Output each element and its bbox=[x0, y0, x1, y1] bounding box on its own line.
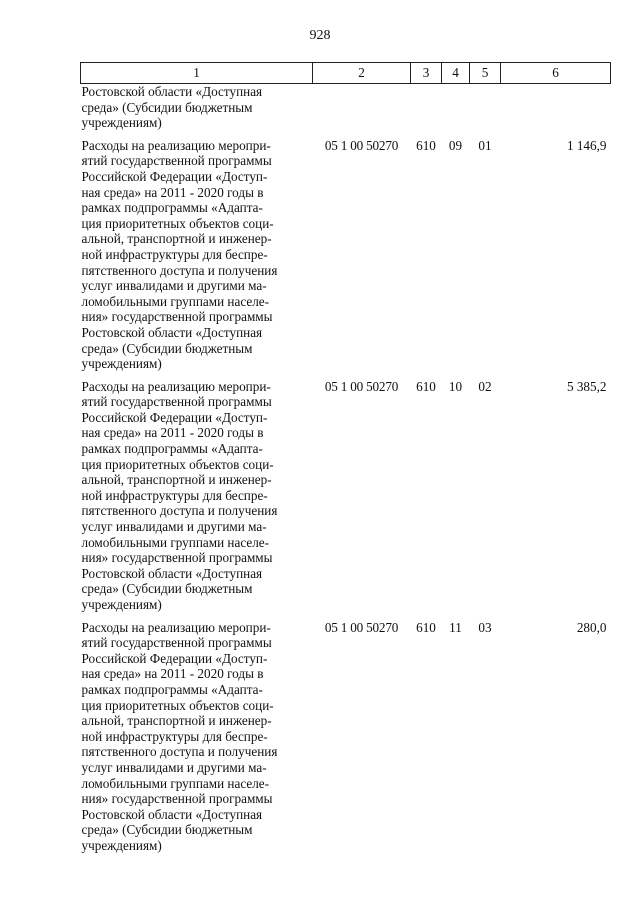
description-line: ломобильными группами населе- bbox=[81, 293, 270, 309]
description-line: ная среда» на 2011 - 2020 годы в bbox=[81, 666, 264, 682]
column-header-1: 1 bbox=[81, 63, 313, 84]
amount-value: 280,0 bbox=[576, 619, 607, 635]
description-line: альной, транспортной и инженер- bbox=[81, 472, 272, 488]
section-code bbox=[442, 84, 470, 131]
row-spacer bbox=[81, 372, 611, 379]
target-article-code bbox=[313, 84, 411, 131]
description-line: рамках подпрограммы «Адапта- bbox=[81, 681, 263, 697]
table-row bbox=[81, 620, 611, 854]
description-line: ния» государственной программы bbox=[81, 550, 273, 566]
description-line: альной, транспортной и инженер- bbox=[81, 231, 272, 247]
description-line: ния» государственной программы bbox=[81, 309, 273, 325]
description-line: пятственного доступа и получения bbox=[81, 503, 278, 519]
subsection-code: 02 bbox=[478, 378, 492, 394]
amount-value: 5 385,2 bbox=[566, 378, 607, 394]
description-line: учреждениям) bbox=[81, 356, 162, 372]
description-line: ция приоритетных объектов соци- bbox=[81, 215, 274, 231]
description-line: учреждениям) bbox=[81, 837, 162, 853]
description-line: ная среда» на 2011 - 2020 годы в bbox=[81, 184, 264, 200]
description-line: рамках подпрограммы «Адапта- bbox=[81, 441, 263, 457]
row-description bbox=[81, 379, 313, 613]
description-line: рамках подпрограммы «Адапта- bbox=[81, 200, 263, 216]
row-description bbox=[81, 138, 313, 372]
row-spacer-cell bbox=[81, 613, 611, 620]
description-line: среда» (Субсидии бюджетным bbox=[81, 340, 253, 356]
row-spacer bbox=[81, 613, 611, 620]
description-line: среда» (Субсидии бюджетным bbox=[81, 581, 253, 597]
table-row bbox=[81, 84, 611, 131]
column-header-2: 2 bbox=[313, 63, 411, 84]
section-code: 11 bbox=[449, 619, 462, 635]
description-line: учреждениям) bbox=[81, 597, 162, 612]
subsection-code: 01 bbox=[478, 137, 492, 153]
description-line: услуг инвалидами и другими ма- bbox=[81, 278, 267, 294]
description-line: среда» (Субсидии бюджетным bbox=[81, 822, 253, 838]
row-spacer bbox=[81, 131, 611, 138]
description-line: ция приоритетных объектов соци- bbox=[81, 697, 274, 713]
description-line: ятий государственной программы bbox=[81, 635, 272, 651]
description-line: учреждениям) bbox=[81, 115, 162, 131]
description-line: Российской Федерации «Доступ- bbox=[81, 409, 268, 425]
row-spacer-cell bbox=[81, 131, 611, 138]
target-article-code: 05 1 00 50270 bbox=[324, 378, 399, 394]
description-line: Расходы на реализацию меропри- bbox=[81, 137, 271, 153]
description-line: Российской Федерации «Доступ- bbox=[81, 168, 268, 184]
description-line: ломобильными группами населе- bbox=[81, 775, 270, 791]
description-line: Российской Федерации «Доступ- bbox=[81, 650, 268, 666]
description-line: Расходы на реализацию меропри- bbox=[81, 619, 271, 635]
description-line: Ростовской области «Доступная bbox=[81, 565, 263, 581]
description-line: пятственного доступа и получения bbox=[81, 262, 278, 278]
description-line: пятственного доступа и получения bbox=[81, 744, 278, 760]
amount-value: 1 146,9 bbox=[566, 137, 607, 153]
section-code: 09 bbox=[448, 137, 463, 153]
row-description bbox=[81, 620, 313, 854]
amount-value bbox=[501, 84, 611, 131]
column-header-6: 6 bbox=[501, 63, 611, 84]
description-line: ломобильными группами населе- bbox=[81, 534, 270, 550]
column-header-5: 5 bbox=[470, 63, 501, 84]
target-article-code: 05 1 00 50270 bbox=[324, 619, 399, 635]
expense-type-code: 610 bbox=[416, 137, 436, 153]
description-line: Ростовской области «Доступная bbox=[81, 84, 263, 99]
expense-type-code: 610 bbox=[416, 619, 436, 635]
subsection-code: 03 bbox=[478, 619, 492, 635]
table-header-row bbox=[81, 63, 611, 84]
subsection-code bbox=[470, 84, 501, 131]
column-header-3: 3 bbox=[411, 63, 442, 84]
row-description bbox=[81, 84, 313, 131]
description-line: среда» (Субсидии бюджетным bbox=[81, 99, 253, 115]
description-line: ятий государственной программы bbox=[81, 153, 272, 169]
table-row bbox=[81, 379, 611, 613]
description-line: ция приоритетных объектов соци- bbox=[81, 456, 274, 472]
description-line: ятий государственной программы bbox=[81, 394, 272, 410]
description-line: Расходы на реализацию меропри- bbox=[81, 378, 271, 394]
expense-type-code: 610 bbox=[416, 378, 436, 394]
row-spacer-cell bbox=[81, 372, 611, 379]
description-line: Ростовской области «Доступная bbox=[81, 806, 263, 822]
description-line: ной инфраструктуры для беспре- bbox=[81, 728, 268, 744]
target-article-code: 05 1 00 50270 bbox=[324, 137, 399, 153]
description-line: Ростовской области «Доступная bbox=[81, 324, 263, 340]
description-line: ной инфраструктуры для беспре- bbox=[81, 246, 268, 262]
table-row bbox=[81, 138, 611, 372]
description-line: ная среда» на 2011 - 2020 годы в bbox=[81, 425, 264, 441]
description-line: ной инфраструктуры для беспре- bbox=[81, 487, 268, 503]
section-code: 10 bbox=[448, 378, 463, 394]
description-line: услуг инвалидами и другими ма- bbox=[81, 519, 267, 535]
description-line: ния» государственной программы bbox=[81, 791, 273, 807]
description-line: услуг инвалидами и другими ма- bbox=[81, 759, 267, 775]
column-header-4: 4 bbox=[442, 63, 470, 84]
description-line: альной, транспортной и инженер- bbox=[81, 713, 272, 729]
budget-table bbox=[80, 62, 611, 854]
expense-type-code bbox=[411, 84, 442, 131]
page-number: 928 bbox=[309, 28, 331, 43]
